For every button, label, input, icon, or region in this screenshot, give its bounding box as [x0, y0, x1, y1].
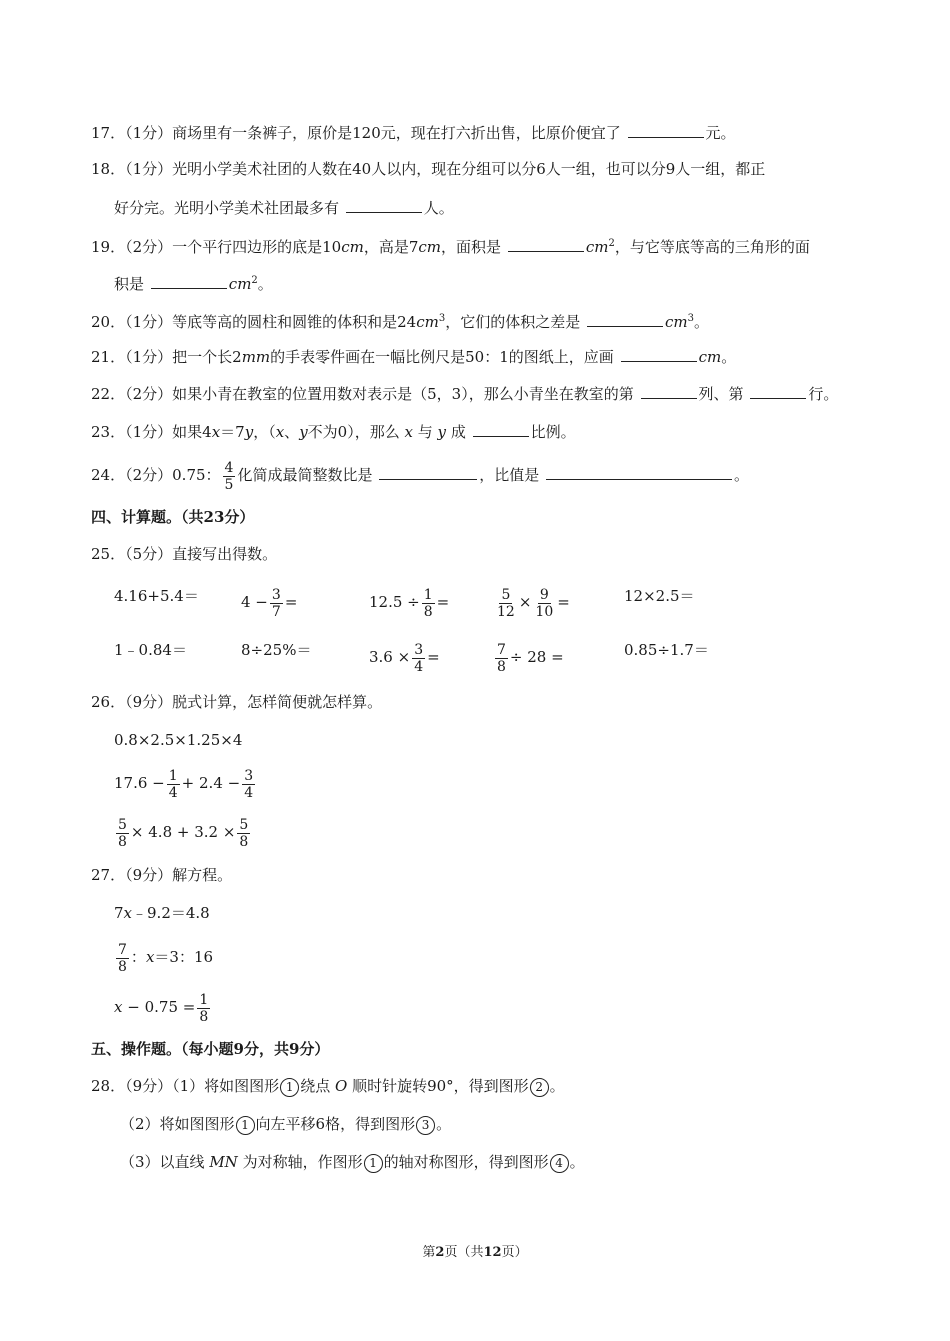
q21-suffix: 。 — [721, 348, 737, 366]
q19-text-c: ，面积是 — [441, 238, 502, 256]
q27-eq-3: x − 0.75 = $\frac{1}{8}$ — [114, 991, 209, 1025]
question-21 — [91, 345, 736, 368]
question-25-title: 25．（5分）直接写出得数。 — [91, 545, 278, 563]
question-24 — [91, 455, 749, 495]
q21-unit-1: mm — [241, 348, 271, 366]
q25-r1c1: 4.16+5.4＝ — [114, 587, 199, 605]
q19-text-b: ，高是7 — [363, 238, 419, 256]
q17-text: 17．（1分）商场里有一条裤子，原价是120元，现在打六折出售，比原价便宜了 — [91, 124, 621, 142]
q19-unit-1: cm — [341, 238, 364, 256]
q23-suffix: 比例。 — [530, 423, 576, 441]
q18-line1: 18．（1分）光明小学美术社团的人数在40人以内，现在分组可以分6人一组，也可以分9人一组，都正 — [91, 160, 766, 178]
q23-var-x2: x — [275, 423, 285, 441]
q18-answer-blank[interactable] — [346, 196, 422, 213]
q22-text-b: 列、第 — [698, 385, 744, 403]
q17-answer-blank[interactable] — [628, 121, 704, 138]
q19-unit-2: cm — [418, 238, 442, 256]
q26-expr-2: 17.6 − $\frac{1}{4}$ + 2.4 − $\frac{3}{4}$ — [114, 767, 254, 801]
q25-r1c3: 12.5 ÷ $\frac{1}{8}$ = — [369, 586, 450, 620]
q24-text-a: 24．（2分）0.75： — [91, 466, 221, 484]
circled-1: 1 — [236, 1116, 255, 1135]
q19-text-a: 19．（2分）一个平行四边形的底是10 — [91, 238, 342, 256]
question-28-line2: （2）将如图图形 1 向左平移6格，得到图形 3 。 — [120, 1115, 452, 1133]
page-number: 2 — [435, 1245, 445, 1260]
q23-text-b: ，（ — [253, 423, 276, 441]
question-26-title: 26．（9分）脱式计算，怎样简便就怎样算。 — [91, 693, 383, 711]
q25-r2c5: 0.85÷1.7＝ — [624, 641, 709, 659]
q23-and: 与 — [417, 423, 433, 441]
q24-fraction: $\frac{4}{5}$ — [224, 459, 234, 493]
q24-answer-blank-1[interactable] — [379, 463, 477, 480]
q25-r1c5: 12×2.5＝ — [624, 587, 695, 605]
q23-var-y1: y — [244, 423, 254, 441]
question-19: 19．（2分）一个平行四边形的底是10cm，高是7cm，面积是 $cm^2$，与它等底等高的三角形的面 — [91, 233, 810, 258]
question-27-title: 27．（9分）解方程。 — [91, 866, 233, 884]
q23-var-y3: y — [437, 423, 447, 441]
q19-answer-blank-2[interactable] — [151, 272, 227, 289]
q25-r1c2: 4 − $\frac{3}{7}$ = — [241, 586, 298, 620]
q25-r2c4: $\frac{7}{8}$ ÷ 28 = — [497, 641, 564, 675]
q21-unit-2: cm — [698, 348, 722, 366]
q19-unit-3: cm — [585, 238, 609, 256]
q24-answer-blank-2[interactable] — [546, 463, 732, 480]
circled-1: 1 — [280, 1078, 299, 1097]
circled-2: 2 — [530, 1078, 549, 1097]
q27-eq-2: $\frac{7}{8}$ ：x＝3：16 — [118, 941, 214, 975]
q18-suffix: 人。 — [423, 199, 454, 217]
q21-answer-blank[interactable] — [621, 345, 697, 362]
question-23 — [91, 420, 576, 443]
section-4-heading: 四、计算题。（共23分） — [91, 508, 255, 526]
q22-answer-blank-2[interactable] — [750, 382, 806, 399]
q23-sep: 、 — [284, 423, 300, 441]
q20-unit-2: cm — [665, 313, 688, 331]
q25-r2c3: 3.6 × $\frac{3}{4}$ = — [369, 641, 440, 675]
q25-r1c4: $\frac{5}{12}$ × $\frac{9}{10}$ = — [497, 586, 570, 620]
q21-text-a: 21．（1分）把一个长2 — [91, 348, 242, 366]
q19-unit-4: cm — [228, 275, 252, 293]
q20-answer-blank[interactable] — [587, 310, 663, 327]
q18-line2-text: 好分完。光明小学美术社团最多有 — [114, 199, 340, 217]
q17-suffix: 元。 — [705, 124, 736, 142]
q24-text-c: ，比值是 — [479, 466, 540, 484]
q26-expr-1: 0.8×2.5×1.25×4 — [114, 731, 243, 749]
page-footer: 第2页（共12页） — [422, 1245, 528, 1260]
q19-line2-text: 积是 — [114, 275, 145, 293]
q19-line2-suffix: 。 — [257, 275, 273, 293]
question-20: 20．（1分）等底等高的圆柱和圆锥的体积和是$24cm^3$，它们的体积之差是 $cm^3$。 — [91, 308, 709, 333]
circled-4: 4 — [550, 1154, 569, 1173]
q23-var-x3: x — [404, 423, 413, 441]
q20-text-a: 20．（1分）等底等高的圆柱和圆锥的体积和是24 — [91, 313, 417, 331]
q27-eq-1: 7x﹣9.2＝4.8 — [114, 904, 210, 922]
q19-answer-blank-1[interactable] — [508, 235, 584, 252]
q23-var-y2: y — [299, 423, 308, 441]
q26-expr-3: $\frac{5}{8}$ × 4.8 + 3.2 × $\frac{5}{8}$ — [118, 816, 249, 850]
q23-var-x1: x — [211, 423, 221, 441]
section-5-heading: 五、操作题。（每小题9分，共9分） — [91, 1040, 330, 1058]
q25-r2c1: 1﹣0.84＝ — [114, 641, 187, 659]
q21-text-b: 的手表零件画在一幅比例尺是50：1的图纸上，应画 — [270, 348, 614, 366]
q24-text-b: 化简成最简整数比是 — [237, 466, 373, 484]
q23-text-d: 成 — [450, 423, 466, 441]
q23-eq: ＝7 — [220, 423, 245, 441]
q24-suffix: 。 — [734, 466, 750, 484]
question-22 — [91, 382, 838, 405]
question-19-line2: 积是 $cm^2$。 — [114, 270, 273, 295]
q22-answer-blank-1[interactable] — [641, 382, 697, 399]
q22-text-a: 22．（2分）如果小青在教室的位置用数对表示是（5，3），那么小青坐在教室的第 — [91, 385, 634, 403]
circled-1: 1 — [364, 1154, 383, 1173]
q19-text-d: ，与它等底等高的三角形的面 — [614, 238, 810, 256]
question-18-line2 — [114, 196, 454, 219]
question-28-line1: 28．（9分）（1）将如图图形 1 绕点 O 顺时针旋转90°，得到图形 2 。 — [91, 1077, 565, 1095]
q23-text-c: 不为0），那么 — [307, 423, 400, 441]
q22-suffix: 行。 — [808, 385, 839, 403]
q20-text-b: ，它们的体积之差是 — [445, 313, 581, 331]
q23-answer-blank[interactable] — [473, 420, 529, 437]
question-18 — [91, 158, 765, 180]
circled-3: 3 — [416, 1116, 435, 1135]
q20-suffix: 。 — [694, 313, 710, 331]
q23-text-a: 23．（1分）如果4 — [91, 423, 212, 441]
q25-r2c2: 8÷25%＝ — [241, 641, 312, 659]
q20-unit-1: cm — [416, 313, 439, 331]
question-28-line3: （3）以直线 MN 为对称轴，作图形 1 的轴对称图形，得到图形 4 。 — [120, 1153, 585, 1171]
question-17 — [91, 121, 736, 144]
page-total: 12 — [483, 1245, 502, 1260]
